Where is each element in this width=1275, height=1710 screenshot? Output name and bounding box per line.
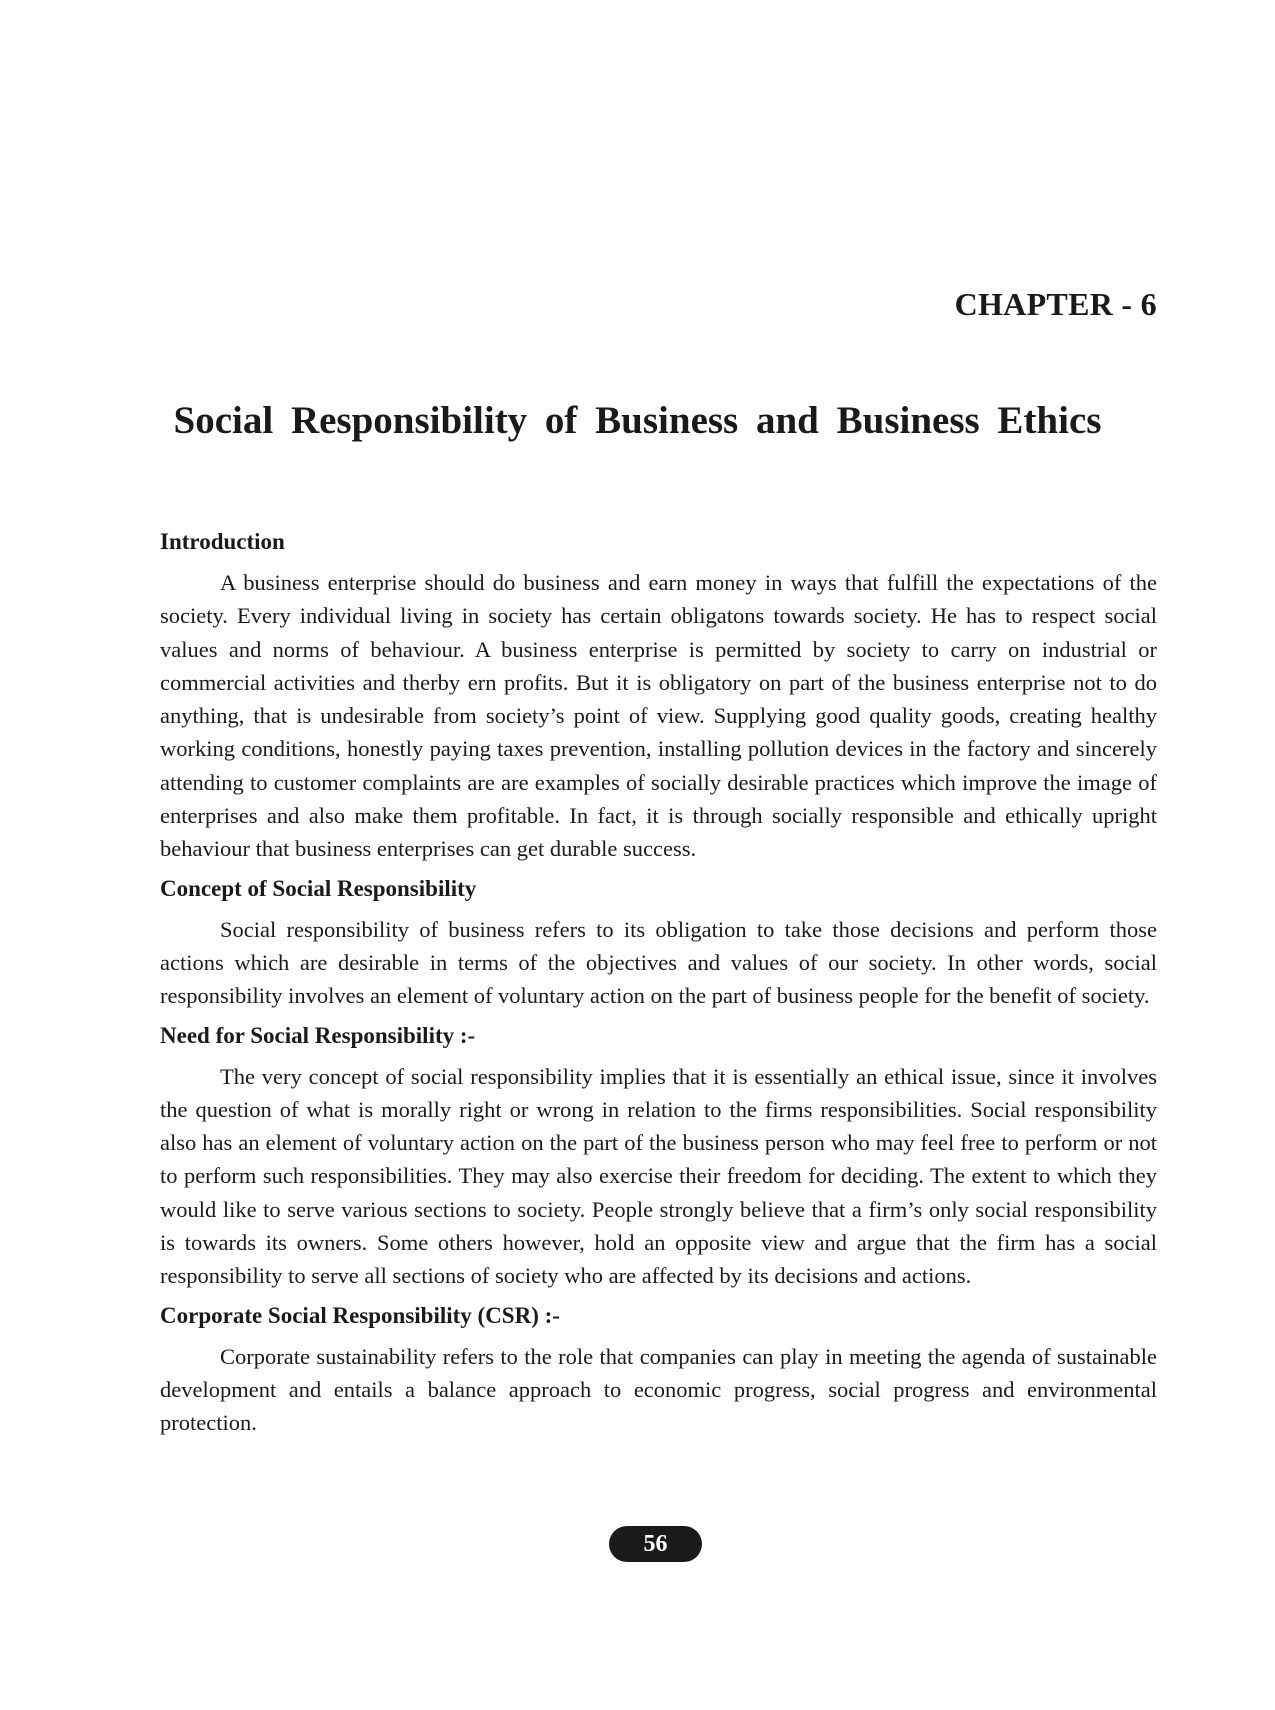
section-need-for-social-responsibility: [160, 1021, 1157, 1293]
section-heading: Concept of Social Responsibility: [160, 875, 477, 901]
section-introduction: [160, 527, 1157, 866]
section-paragraph: The very concept of social responsibility implies that it is essentially an ethical issue, since it involves the question of what is morally right or wrong in relation to the firms responsibilities. Social responsibility also has an element of voluntary action on the part of the business person who may feel free to perform or not to perform such responsibilities. They may also exercise their freedom for deciding. The extent to which they would like to serve various sections to society. People strongly believe that a firm’s only social responsibility is towards its owners. Some others however, hold an opposite view and argue that the firm has a social responsibility to serve all sections of society who are affected by its decisions and actions.: [160, 1063, 1157, 1289]
chapter-label: CHAPTER - 6: [954, 286, 1157, 322]
page-number-badge: 56: [609, 1526, 702, 1562]
section-corporate-social-responsibility: [160, 1301, 1157, 1440]
section-heading: Need for Social Responsibility :-: [160, 1022, 476, 1048]
chapter-title: Social Responsibility of Business and Business Ethics: [173, 399, 1102, 442]
chapter-content: [160, 527, 1157, 1448]
section-paragraph: Corporate sustainability refers to the role that companies can play in meeting the agenda of sustainable development and entails a balance approach to economic progress, social progress and environmental protection.: [160, 1343, 1157, 1436]
section-paragraph: Social responsibility of business refers to its obligation to take those decisions and perform those actions which are desirable in terms of the objectives and values of our society. In other words, social responsibility involves an element of voluntary action on the part of business people for the benefit of society.: [160, 916, 1157, 1009]
section-heading: Introduction: [160, 529, 285, 554]
section-heading: Corporate Social Responsibility (CSR) :-: [160, 1302, 560, 1328]
section-concept-of-social-responsibility: [160, 874, 1157, 1013]
section-paragraph: A business enterprise should do business and earn money in ways that fulfill the expectations of the society. Every individual living in society has certain obligatons towards society. He has to respect social values and norms of behaviour. A business enterprise is permitted by society to carry on industrial or commercial activities and therby ern profits. But it is obligatory on part of the business enterprise not to do anything, that is undesirable from society’s point of view. Supplying good quality goods, creating healthy working conditions, honestly paying taxes prevention, installing pollution devices in the factory and sincerely attending to customer complaints are are examples of socially desirable practices which improve the image of enterprises and also make them profitable. In fact, it is through socially responsible and ethically upright behaviour that business enterprises can get durable success.: [160, 570, 1157, 862]
